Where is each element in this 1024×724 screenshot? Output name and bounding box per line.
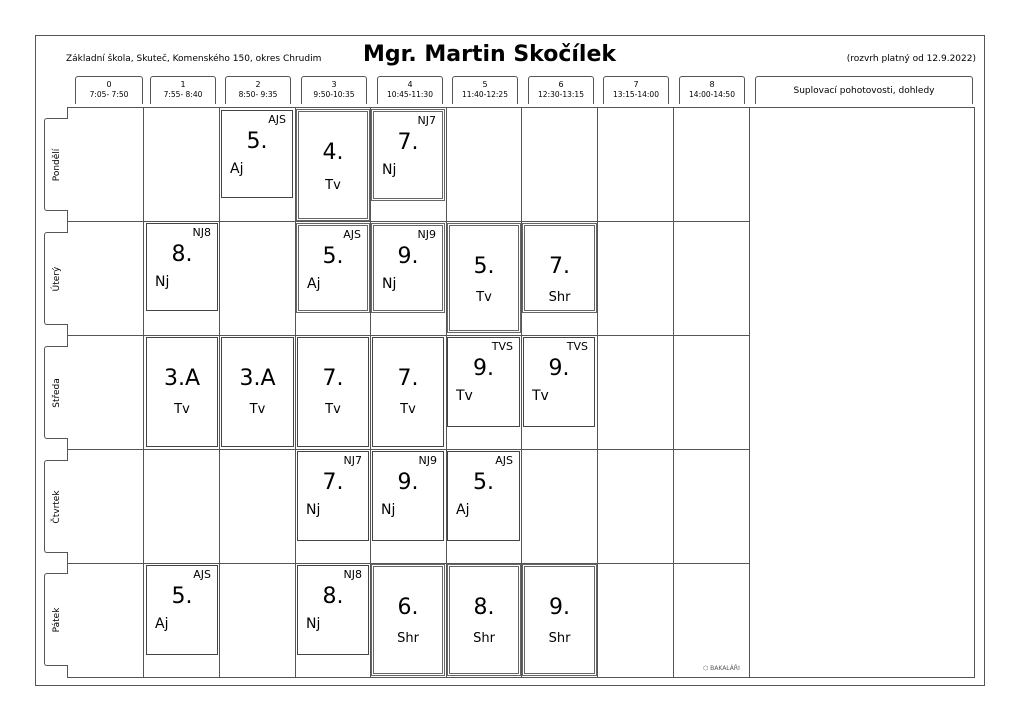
class-name: 8. (322, 584, 344, 609)
group-code: TVS (566, 340, 588, 353)
grid-divider (143, 107, 144, 678)
lesson-cell[interactable] (371, 109, 445, 201)
class-name: 9. (473, 356, 494, 381)
subject: Shr (397, 631, 419, 646)
grid-divider (749, 107, 750, 678)
class-name: 5. (473, 254, 495, 279)
lesson-cell[interactable] (371, 564, 445, 676)
lesson-cell[interactable] (447, 564, 521, 676)
group-code: AJS (193, 568, 211, 581)
subject: Nj (306, 616, 321, 632)
subject: Tv (325, 178, 341, 193)
subject: Tv (325, 402, 341, 417)
day-label-friday: Pátek (44, 573, 68, 666)
subject: Nj (382, 162, 397, 178)
class-name: 7. (322, 470, 344, 495)
class-name: 5. (473, 470, 494, 495)
class-name: 6. (397, 595, 419, 620)
day-label-tuesday: Úterý (44, 232, 68, 325)
group-code: AJS (268, 113, 286, 126)
subject: Aj (307, 276, 321, 292)
subject: Nj (382, 276, 397, 292)
period-header-3: 3 9:50-10:35 (301, 76, 367, 104)
lesson-cell[interactable] (146, 223, 218, 311)
period-header-1: 1 7:55- 8:40 (150, 76, 216, 104)
class-name: 9. (549, 595, 570, 620)
group-code: AJS (495, 454, 513, 467)
group-code: NJ7 (417, 114, 436, 127)
class-name: 9. (397, 470, 419, 495)
lesson-cell[interactable] (522, 564, 597, 676)
class-name: 3.A (163, 366, 201, 391)
lesson-cell[interactable] (372, 451, 444, 541)
school-name: Základní škola, Skuteč, Komenského 150, okres Chrudim (66, 54, 322, 64)
lesson-cell[interactable] (221, 337, 294, 447)
lesson-cell[interactable] (523, 337, 595, 427)
class-name: 8. (171, 242, 193, 267)
period-header-6: 6 12:30-13:15 (528, 76, 594, 104)
subject: Shr (548, 290, 571, 305)
lesson-cell[interactable] (447, 451, 520, 541)
class-name: 9. (397, 244, 419, 269)
lesson-cell[interactable] (372, 337, 444, 447)
period-header-2: 2 8:50- 9:35 (225, 76, 291, 104)
subject: Shr (473, 631, 495, 646)
subject: Tv (532, 388, 549, 404)
grid-divider (67, 449, 749, 450)
group-code: NJ8 (192, 226, 211, 239)
subject: Nj (381, 502, 396, 518)
lesson-cell[interactable] (146, 337, 218, 447)
subject: Tv (174, 402, 190, 417)
lesson-cell[interactable] (447, 337, 520, 427)
teacher-name: Mgr. Martin Skočílek (363, 42, 617, 67)
lesson-cell[interactable] (296, 109, 370, 221)
day-label-wednesday: Středa (44, 346, 68, 439)
supl-header: Suplovací pohotovosti, dohledy (755, 76, 973, 104)
group-code: NJ9 (418, 454, 437, 467)
class-name: 9. (548, 356, 570, 381)
class-name: 7. (322, 366, 344, 391)
lesson-cell[interactable] (371, 223, 445, 313)
period-header-4: 4 10:45-11:30 (377, 76, 443, 104)
lesson-cell[interactable] (297, 565, 369, 655)
class-name: 3.A (239, 366, 276, 391)
class-name: 7. (397, 366, 419, 391)
validity-note: (rozvrh platný od 12.9.2022) (846, 54, 976, 64)
subject: Nj (155, 274, 170, 290)
lesson-cell[interactable] (522, 223, 597, 313)
lesson-cell[interactable] (297, 451, 369, 541)
subject: Aj (456, 502, 470, 518)
class-name: 7. (549, 254, 570, 279)
day-label-thursday: Čtvrtek (44, 460, 68, 553)
subject: Tv (400, 402, 416, 417)
period-header-5: 5 11:40-12:25 (452, 76, 518, 104)
group-code: TVS (491, 340, 513, 353)
class-name: 5. (171, 584, 193, 609)
grid-divider (597, 107, 598, 678)
lesson-cell[interactable] (221, 110, 293, 198)
period-header-8: 8 14:00-14:50 (679, 76, 745, 104)
class-name: 5. (322, 244, 344, 269)
class-name: 8. (473, 595, 495, 620)
subject: Aj (155, 616, 169, 632)
lesson-cell[interactable] (296, 223, 370, 313)
group-code: NJ8 (343, 568, 362, 581)
group-code: NJ9 (417, 228, 436, 241)
subject: Nj (306, 502, 321, 518)
group-code: NJ7 (343, 454, 362, 467)
subject: Tv (456, 388, 473, 404)
subject: Aj (230, 161, 244, 177)
group-code: AJS (343, 228, 361, 241)
period-header-0: 0 7:05- 7:50 (75, 76, 143, 104)
class-name: 7. (397, 130, 419, 155)
class-name: 4. (322, 140, 344, 165)
grid-divider (67, 221, 749, 222)
lesson-cell[interactable] (297, 337, 369, 447)
bakalari-logo: ⬡ BAKALÁŘI (703, 665, 740, 672)
grid-divider (67, 335, 749, 336)
period-header-7: 7 13:15-14:00 (603, 76, 669, 104)
subject: Shr (548, 631, 571, 646)
lesson-cell[interactable] (146, 565, 218, 655)
day-label-monday: Pondělí (44, 118, 68, 211)
class-name: 5. (246, 129, 268, 154)
grid-divider (673, 107, 674, 678)
lesson-cell[interactable] (447, 223, 521, 333)
subject: Tv (249, 402, 266, 417)
grid-divider (219, 107, 220, 678)
subject: Tv (476, 290, 492, 305)
